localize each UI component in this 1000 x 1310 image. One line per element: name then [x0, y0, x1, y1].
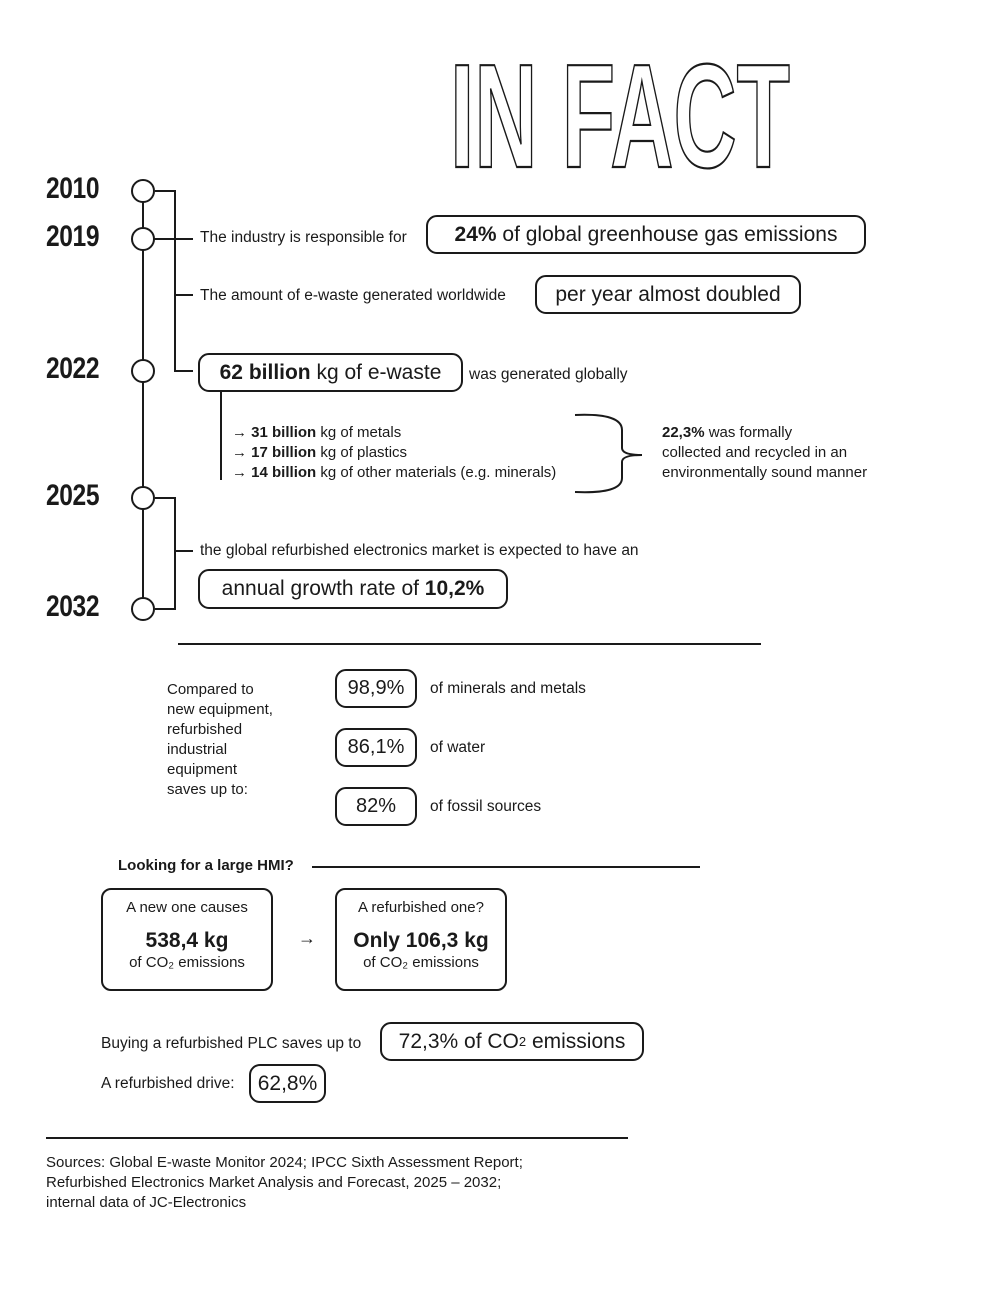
year-2025: 2025 [46, 479, 100, 512]
hmi-heading: Looking for a large HMI? [118, 857, 294, 874]
hmi-heading-rule [312, 866, 700, 868]
timeline-node-2032 [132, 598, 154, 620]
drive-pill: 62,8% [249, 1064, 326, 1103]
year-2010: 2010 [46, 172, 100, 205]
divider [178, 643, 761, 645]
stat-2019-lead: The industry is responsible for [200, 229, 407, 246]
year-2022: 2022 [46, 352, 100, 385]
savings-label-water: of water [430, 739, 486, 756]
timeline-node-2022 [132, 360, 154, 382]
plc-lead: Buying a refurbished PLC saves up to [101, 1035, 362, 1052]
hmi-refurb-caption: A refurbished one? [358, 899, 484, 916]
stat-2025-lead: the global refurbished electronics market is expected to have an [200, 542, 639, 559]
breakdown-list [232, 423, 556, 483]
sources: Sources: Global E-waste Monitor 2024; IPCC Sixth Assessment Report; Refurbished Electronics Market Analysis and Forecast, 2025 – 2032; internal data of JC-Electronics [46, 1154, 523, 1211]
hmi-refurb-value: Only 106,3 kg [353, 929, 489, 952]
stat-2022-pill [198, 353, 463, 392]
year-2019: 2019 [46, 220, 100, 253]
stat-2019-text: of global greenhouse gas emissions [496, 222, 838, 246]
sources-rule [46, 1137, 628, 1139]
hmi-new-value: 538,4 kg [145, 929, 229, 952]
year-2032: 2032 [46, 590, 100, 623]
hmi-refurb-box [335, 888, 507, 991]
title-text: IN FACT [450, 34, 790, 199]
ewaste-lead: The amount of e-waste generated worldwide [200, 287, 506, 304]
savings-label-minerals: of minerals and metals [430, 680, 586, 697]
savings-intro: Compared to new equipment, refurbished industrial equipment saves up to: [167, 681, 273, 798]
hmi-new-unit: of CO₂ emissions [129, 954, 245, 971]
stat-2022-value: 62 billion [219, 360, 311, 384]
drive-lead: A refurbished drive: [101, 1075, 235, 1092]
timeline-node-2025 [132, 487, 154, 509]
stat-2019-pill [426, 215, 866, 254]
stat-2022-trail: was generated globally [469, 366, 628, 383]
breakdown-item: → 17 billion kg of plastics [232, 444, 408, 461]
plc-pill: 72,3% of CO 2 emissions [380, 1022, 644, 1061]
growth-rate-value: 10,2% [424, 577, 485, 600]
hmi-refurb-unit: of CO₂ emissions [363, 954, 479, 971]
recycled-value: 22,3% [662, 424, 705, 441]
recycled-note: 22,3% was formally collected and recycled in an environmentally sound manner [662, 424, 868, 481]
breakdown-item: → 31 billion kg of metals [232, 424, 402, 441]
arrow-icon: → [298, 928, 316, 948]
savings-label-fossil: of fossil sources [430, 798, 542, 815]
savings-value-minerals: 98,9% [335, 669, 417, 708]
ewaste-pill: per year almost doubled [535, 275, 801, 314]
hmi-new-box [101, 888, 273, 991]
hmi-new-caption: A new one causes [126, 899, 248, 916]
savings-value-water: 86,1% [335, 728, 417, 767]
stat-2022-text: kg of e-waste [310, 360, 442, 384]
stat-2025-pill: annual growth rate of 10,2% [198, 569, 508, 609]
timeline-node-2010 [132, 180, 154, 202]
breakdown-item: → 14 billion kg of other materials (e.g. minerals) [232, 464, 557, 481]
timeline-node-2019 [132, 228, 154, 250]
savings-value-fossil: 82% [335, 787, 417, 826]
stat-2019-value: 24% [454, 222, 497, 246]
